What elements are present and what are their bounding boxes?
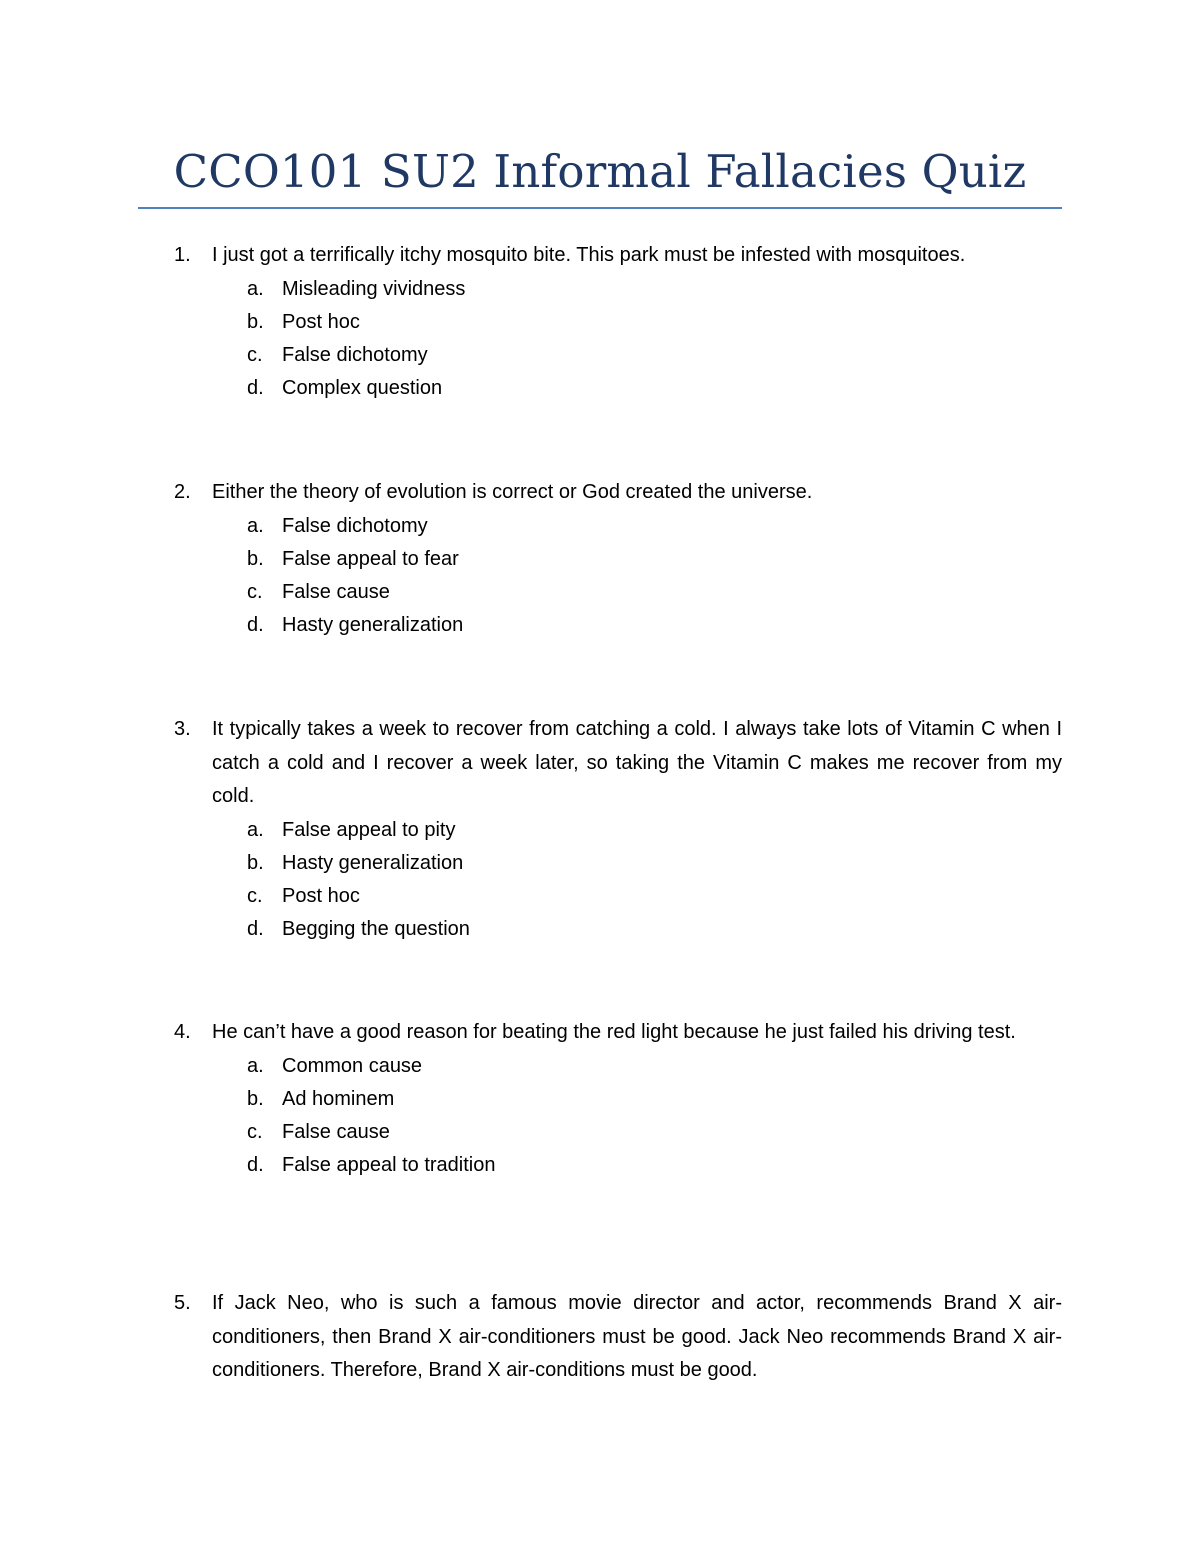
option-list [174, 814, 1062, 946]
option-c [247, 1116, 1062, 1149]
option-letter: a. [247, 514, 264, 537]
question-stem [174, 239, 1062, 273]
option-list [174, 510, 1062, 642]
option-list [174, 273, 1062, 405]
question-number: 1. [174, 244, 191, 266]
option-d [247, 372, 1062, 405]
question-text: I just got a terrifically itchy mosquito bite. This park must be infested with mosquitoes. [212, 244, 966, 266]
option-letter: d. [247, 917, 264, 940]
option-text: False dichotomy [282, 514, 428, 537]
question-stem [174, 476, 1062, 510]
document-title: CCO101 SU2 Informal Fallacies Quiz [173, 145, 1027, 198]
question-text: Either the theory of evolution is correct or God created the universe. [212, 481, 813, 503]
option-b [247, 1083, 1062, 1116]
option-text: Common cause [282, 1054, 423, 1077]
option-letter: b. [247, 547, 264, 570]
question-number: 2. [174, 481, 191, 503]
option-text: Hasty generalization [282, 851, 464, 874]
option-b [247, 543, 1062, 576]
option-b [247, 847, 1062, 880]
option-d [247, 1149, 1062, 1182]
option-a [247, 814, 1062, 847]
option-text: Post hoc [282, 310, 360, 333]
option-letter: b. [247, 1087, 264, 1110]
question-2 [174, 476, 1062, 642]
option-letter: a. [247, 277, 264, 300]
option-text: Post hoc [282, 884, 360, 907]
option-text: False cause [282, 1120, 390, 1143]
option-letter: d. [247, 1153, 264, 1176]
option-c [247, 880, 1062, 913]
question-text: He can’t have a good reason for beating the red light because he just failed his driving test. [212, 1021, 1016, 1043]
question-number: 5. [174, 1292, 191, 1314]
title-underline [138, 207, 1062, 209]
option-text: Complex question [282, 376, 443, 399]
option-d [247, 913, 1062, 946]
option-d [247, 609, 1062, 642]
option-list [174, 1050, 1062, 1182]
option-letter: b. [247, 851, 264, 874]
option-letter: c. [247, 343, 263, 366]
question-number: 3. [174, 718, 191, 740]
question-stem [174, 713, 1062, 814]
question-text: It typically takes a week to recover from catching a cold. I always take lots of Vitamin C when I catch a cold and I recover a week later, so taking the Vitamin C makes me recover from my cold. [212, 718, 1062, 807]
option-text: False appeal to fear [282, 547, 459, 570]
option-letter: c. [247, 884, 263, 907]
option-text: Hasty generalization [282, 613, 464, 636]
question-5 [174, 1287, 1062, 1388]
option-a [247, 273, 1062, 306]
option-text: False dichotomy [282, 343, 428, 366]
question-4 [174, 1016, 1062, 1182]
option-text: Ad hominem [282, 1087, 395, 1110]
question-stem [174, 1287, 1062, 1388]
option-letter: c. [247, 1120, 263, 1143]
option-c [247, 339, 1062, 372]
question-1 [174, 239, 1062, 405]
option-a [247, 510, 1062, 543]
option-a [247, 1050, 1062, 1083]
option-b [247, 306, 1062, 339]
option-letter: b. [247, 310, 264, 333]
option-text: False appeal to pity [282, 818, 456, 841]
option-text: Misleading vividness [282, 277, 466, 300]
option-text: Begging the question [282, 917, 470, 940]
question-3 [174, 713, 1062, 946]
option-text: False appeal to tradition [282, 1153, 496, 1176]
option-letter: a. [247, 1054, 264, 1077]
option-letter: a. [247, 818, 264, 841]
option-c [247, 576, 1062, 609]
option-text: False cause [282, 580, 390, 603]
question-stem [174, 1016, 1062, 1050]
question-number: 4. [174, 1021, 191, 1043]
option-letter: c. [247, 580, 263, 603]
option-letter: d. [247, 376, 264, 399]
option-letter: d. [247, 613, 264, 636]
question-text: If Jack Neo, who is such a famous movie director and actor, recommends Brand X air-conditioners, then Brand X air-conditioners must be good. Jack Neo recommends Brand X air-conditioners. Therefore, Brand X air-conditions must be good. [212, 1292, 1062, 1381]
